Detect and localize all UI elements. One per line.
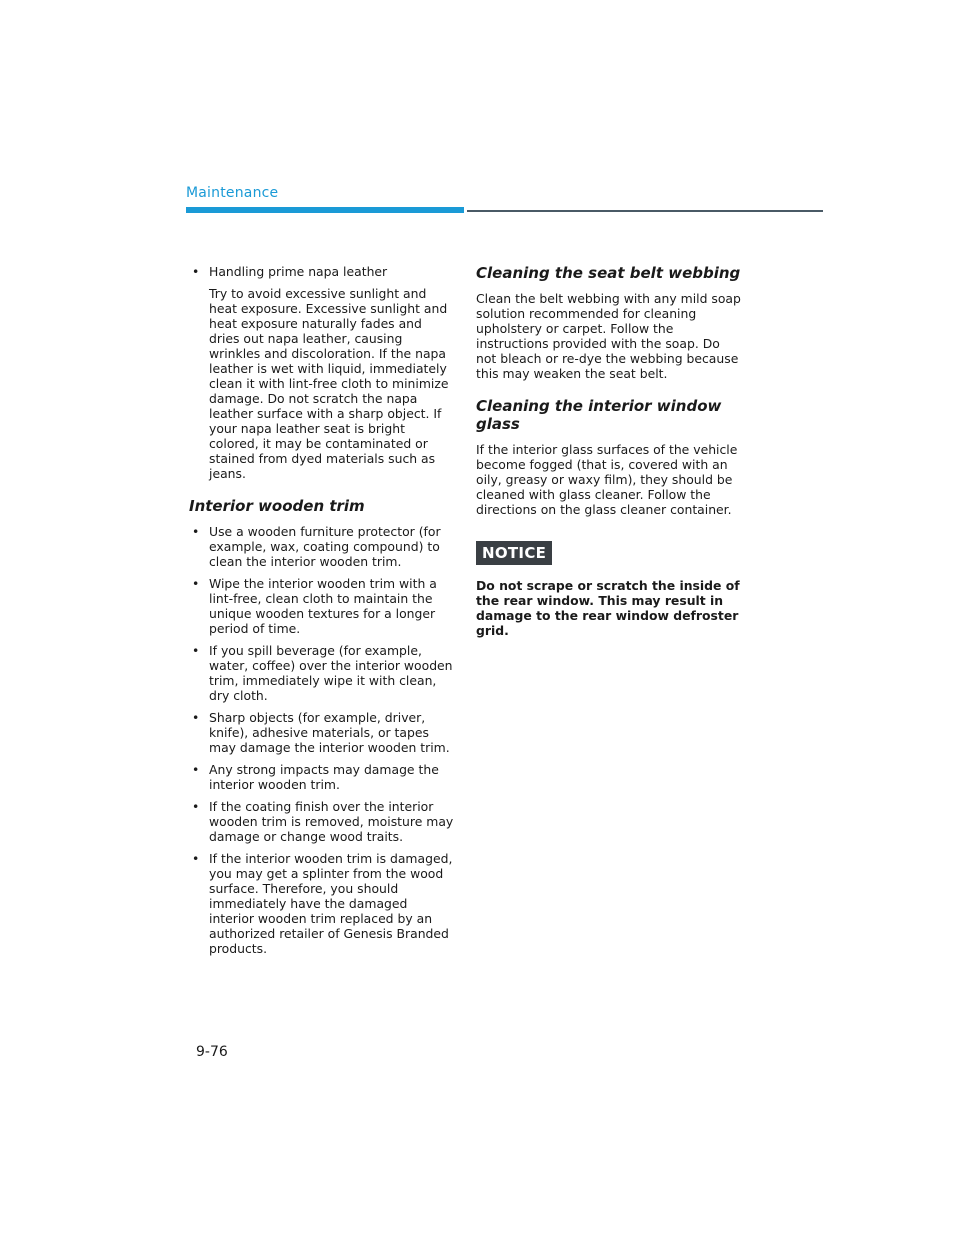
wooden-bullet-text: If the coating finish over the interior wooden trim is removed, moisture may damage or change wood traits. [209, 799, 454, 844]
wooden-bullet-text: If the interior wooden trim is damaged, you may get a splinter from the wood surface. Therefore, you should immediately have the damaged interior wooden trim replaced by an authorized retailer of Genesis Branded products. [209, 851, 453, 956]
list-item [189, 851, 454, 956]
napa-body: Try to avoid excessive sunlight and heat exposure. Excessive sunlight and heat exposure naturally fades and dries out napa leather, causing wrinkles and discoloration. If the napa leather is wet with liquid, immediately clean it with lint-free cloth to minimize damage. Do not scratch the napa leather surface with a sharp object. If your napa leather seat is bright colored, it may be contaminated or stained from dyed materials such as jeans. [209, 286, 449, 481]
glass-heading: Cleaning the interior window glass [476, 397, 722, 433]
section-title: Maintenance [186, 185, 279, 201]
wooden-bullet-text: Sharp objects (for example, driver, knife), adhesive materials, or tapes may damage the interior wooden trim. [209, 710, 450, 755]
bullet-icon: • [192, 799, 200, 814]
seatbelt-heading: Cleaning the seat belt webbing [476, 264, 741, 282]
wooden-bullet-text: Use a wooden furniture protector (for example, wax, coating compound) to clean the interior wooden trim. [209, 524, 441, 569]
bullet-icon: • [192, 762, 200, 777]
header-rule [467, 210, 823, 212]
notice-badge: NOTICE [476, 541, 552, 565]
list-item [189, 762, 454, 792]
bullet-icon: • [192, 851, 200, 866]
wooden-bullet-text: Any strong impacts may damage the interior wooden trim. [209, 762, 439, 792]
list-item [189, 710, 454, 755]
napa-title: Handling prime napa leather [209, 264, 388, 279]
bullet-icon: • [192, 710, 200, 725]
bullet-icon: • [192, 643, 200, 658]
seatbelt-body: Clean the belt webbing with any mild soap solution recommended for cleaning upholstery or carpet. Follow the instructions provided with the soap. Do not bleach or re-dye the webbing because this may weaken the seat belt. [476, 291, 741, 381]
wooden-trim-heading: Interior wooden trim [189, 497, 365, 515]
list-item [189, 576, 454, 636]
wooden-bullet-text: Wipe the interior wooden trim with a lint-free, clean cloth to maintain the unique wooden textures for a longer period of time. [209, 576, 437, 636]
notice-text: Do not scrape or scratch the inside of the rear window. This may result in damage to the rear window defroster grid. [476, 578, 740, 638]
list-item [189, 264, 454, 481]
page-number: 9-76 [196, 1044, 228, 1060]
bullet-icon: • [192, 576, 200, 591]
list-item [189, 799, 454, 844]
right-column [476, 264, 741, 638]
wooden-bullet-text: If you spill beverage (for example, water, coffee) over the interior wooden trim, immediately wipe it with clean, dry cloth. [209, 643, 453, 703]
bullet-icon: • [192, 524, 200, 539]
header-rule-accent [186, 207, 464, 213]
glass-body: If the interior glass surfaces of the vehicle become fogged (that is, covered with an oily, greasy or waxy film), they should be cleaned with glass cleaner. Follow the directions on the glass cleaner container. [476, 442, 738, 517]
bullet-icon: • [192, 264, 200, 279]
list-item [189, 643, 454, 703]
list-item [189, 524, 454, 569]
left-column [189, 264, 454, 963]
